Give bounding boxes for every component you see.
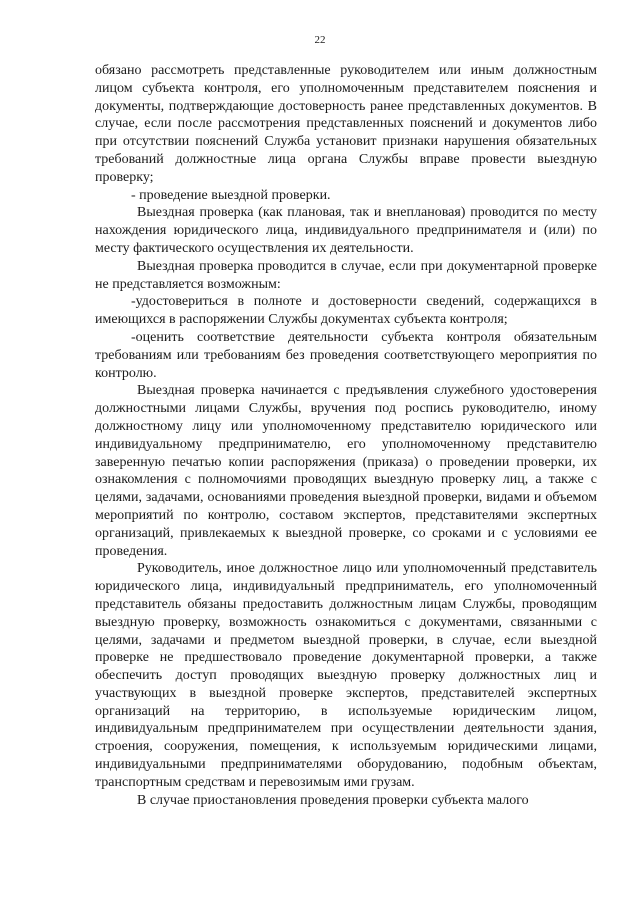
list-item: - проведение выездной проверки. (131, 187, 331, 203)
paragraph: обязано рассмотреть представленные руководителем или иным должностным лицом субъекта контроля, его уполномоченным представителем пояснения и документы, подтверждающие достоверность ранее представленных документов. В случае, если после рассмотрения представленных пояснений и документов либо при отсутствии пояснений Служба установит признаки нарушения обязательных требований должностные лица органа Службы вправе провести выездную проверку; (95, 63, 597, 185)
paragraph: Выездная проверка начинается с предъявления служебного удостоверения должностными лицами Службы, вручения под роспись руководителю, иному должностному лицу или уполномоченному представителю юридического или индивидуальному предпринимателю, его уполномоченному представителю заверенную печатью копии распоряжения (приказа) о проведении проверки, их ознакомления с полномочиями проводящих выездную проверку лиц, а также с целями, задачами, основаниями проведения выездной проверки, видами и объемом мероприятий по контролю, составом экспертов, представителями экспертных организаций, привлекаемых к выездной проверке, со сроками и с условиями ее проведения. (95, 383, 597, 559)
document-body (95, 62, 597, 809)
page-number: 22 (314, 34, 326, 46)
paragraph: Выездная проверка (как плановая, так и внеплановая) проводится по месту нахождения юридического лица, индивидуального предпринимателя и (или) по месту фактического осуществления их деятельности. (95, 205, 597, 256)
paragraph: Руководитель, иное должностное лицо или уполномоченный представитель юридического лица, индивидуальный предприниматель, его уполномоченный представитель обязаны предоставить должностным лицам Службы, проводящим выездную проверку, возможность ознакомиться с документами, связанными с целями, задачами и предметом выездной проверки, в случае, если выездной проверке не предшествовало проведение документарной проверки, а также обеспечить доступ проводящих выездную проверку должностных лиц и участвующих в выездной проверке экспертов, представителей экспертных организаций на территорию, в используемые юридическим лицом, индивидуальным предпринимателем при осуществлении деятельности здания, строения, сооружения, помещения, к используемым юридическими лицами, индивидуальными предпринимателями оборудованию, подобным объектам, транспортным средствам и перевозимым ими грузам. (95, 561, 597, 790)
list-item: -удостовериться в полноте и достоверности сведений, содержащихся в имеющихся в распоряжении Службы документах субъекта контроля; (95, 294, 597, 328)
paragraph: В случае приостановления проведения проверки субъекта малого (137, 792, 529, 808)
list-item: -оценить соответствие деятельности субъекта контроля обязательным требованиям или требованиям без проведения соответствующего мероприятия по контролю. (95, 329, 597, 381)
paragraph: Выездная проверка проводится в случае, если при документарной проверке не представляется возможным: (95, 258, 597, 292)
